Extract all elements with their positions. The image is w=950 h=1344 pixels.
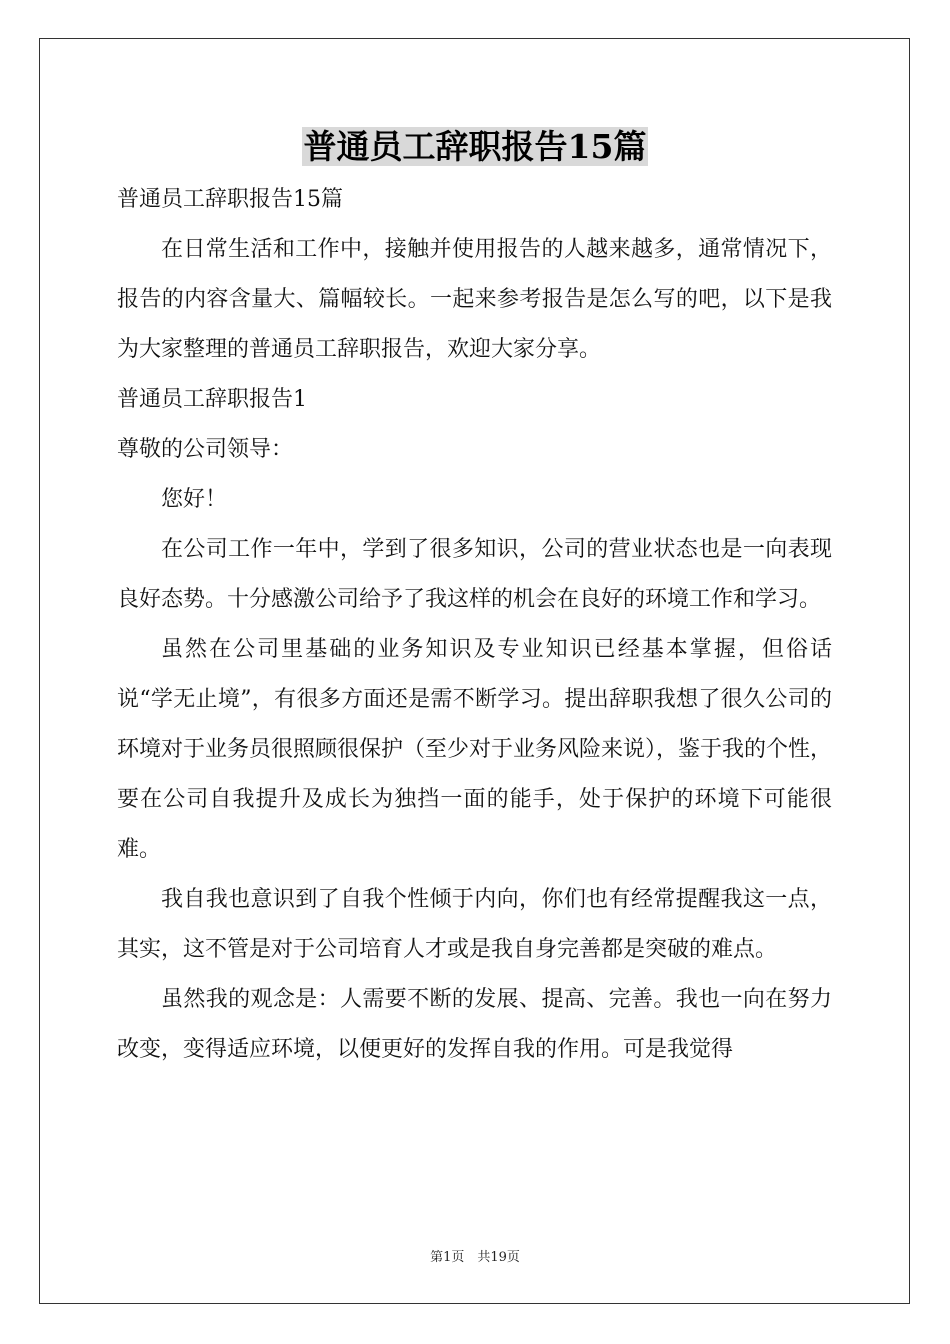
- greeting: 您好！: [161, 487, 228, 512]
- paragraph: 虽然在公司里基础的业务知识及专业知识已经基本掌握，但俗话说“学无止境”，有很多方面还是需不断学习。提出辞职我想了很久公司的环境对于业务员很照顾很保护（至少对于业务风险来说），鉴于我的个性，要在公司自我提升及成长为独挡一面的能手，处于保护的环境下可能很难。: [117, 637, 833, 862]
- page-number: 第1页 共19页: [430, 1250, 520, 1265]
- section-heading: 普通员工辞职报告1: [117, 387, 307, 412]
- document-title-text: 普通员工辞职报告15篇: [303, 127, 647, 166]
- paragraph: 在公司工作一年中，学到了很多知识，公司的营业状态也是一向表现良好态势。十分感激公司给予了我这样的机会在良好的环境工作和学习。: [117, 537, 832, 612]
- document-body: [117, 175, 832, 1075]
- document-title: [0, 124, 950, 170]
- salutation: 尊敬的公司领导：: [117, 437, 294, 462]
- paragraph: 在日常生活和工作中，接触并使用报告的人越来越多，通常情况下，报告的内容含量大、篇幅较长。一起来参考报告是怎么写的吧，以下是我为大家整理的普通员工辞职报告，欢迎大家分享。: [117, 237, 832, 362]
- paragraph: 我自我也意识到了自我个性倾于内向，你们也有经常提醒我这一点，其实，这不管是对于公司培育人才或是我自身完善都是突破的难点。: [117, 887, 832, 962]
- paragraph: 普通员工辞职报告15篇: [117, 187, 343, 212]
- paragraph: 虽然我的观念是：人需要不断的发展、提高、完善。我也一向在努力改变，变得适应环境，以便更好的发挥自我的作用。可是我觉得: [117, 987, 832, 1062]
